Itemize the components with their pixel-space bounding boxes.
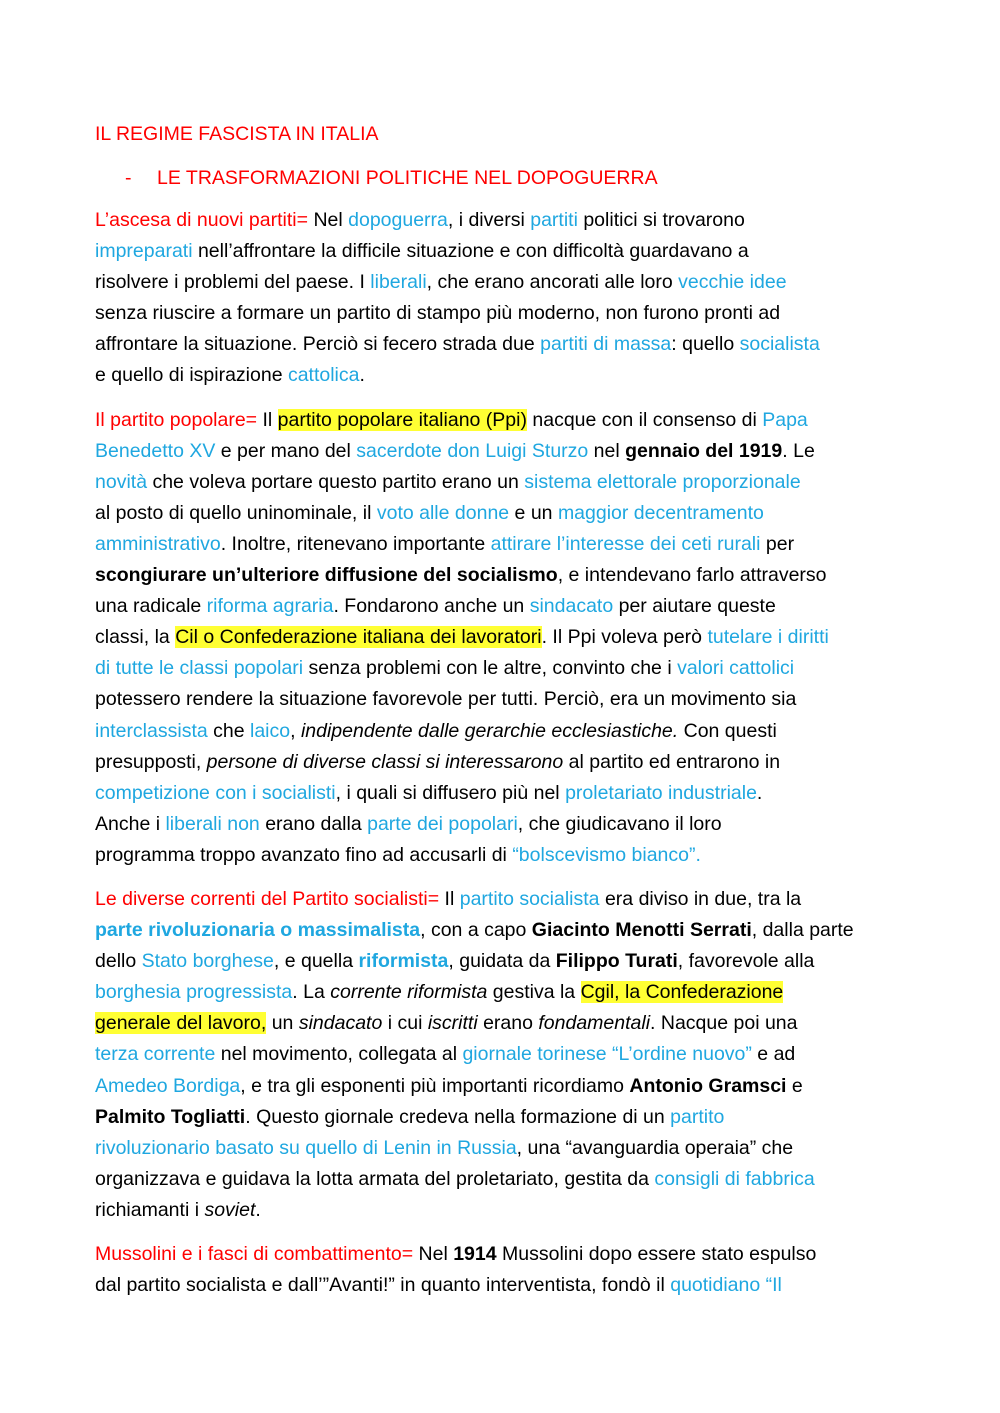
text-span: consigli di fabbrica bbox=[654, 1167, 815, 1190]
text-span: risolvere i problemi del paese. I bbox=[95, 271, 371, 294]
text-span: attirare l’interesse dei ceti rurali bbox=[490, 532, 761, 555]
text-span: . Le bbox=[782, 439, 815, 462]
text-span: voto alle donne bbox=[376, 501, 510, 524]
text-span: . Nacque poi una bbox=[650, 1012, 798, 1035]
text-span: . Questo giornale credeva nella formazione di un bbox=[245, 1105, 671, 1128]
text-span: al partito ed entrarono in bbox=[563, 750, 781, 773]
text-span: nacque con il consenso di bbox=[526, 408, 763, 431]
text-span: . Fondarono anche un bbox=[333, 595, 530, 618]
text-span: affrontare la situazione. Perciò si fecero strada due bbox=[95, 333, 541, 356]
text-line bbox=[95, 747, 940, 778]
text-span: Il bbox=[262, 408, 278, 431]
text-line bbox=[95, 298, 940, 329]
text-line bbox=[95, 529, 940, 560]
text-span: sindacato bbox=[298, 1012, 383, 1035]
text-span: . bbox=[255, 1198, 261, 1221]
text-line bbox=[95, 329, 940, 360]
text-span: partiti bbox=[530, 209, 578, 231]
text-line bbox=[95, 716, 940, 747]
paragraph-heading: Il partito popolare= bbox=[95, 408, 263, 431]
text-span: . bbox=[756, 781, 763, 804]
text-line bbox=[95, 591, 940, 622]
text-span: i cui bbox=[382, 1012, 428, 1035]
text-span: soviet bbox=[204, 1198, 256, 1221]
text-span: senza problemi con le altre, convinto che i bbox=[303, 657, 678, 680]
text-line bbox=[95, 946, 940, 977]
text-span: competizione con i socialisti bbox=[95, 781, 336, 804]
text-span: laico bbox=[250, 719, 291, 742]
text-span: al posto di quello uninominale, il bbox=[95, 501, 377, 524]
text-line bbox=[95, 205, 940, 236]
text-span: sacerdote don Luigi Sturzo bbox=[356, 439, 589, 462]
text-line bbox=[95, 684, 940, 715]
text-span: maggior decentramento bbox=[557, 501, 764, 524]
text-span: per bbox=[760, 532, 795, 555]
text-span: politici si trovarono bbox=[577, 209, 745, 231]
text-span: gennaio del 1919 bbox=[625, 439, 783, 462]
text-span: , guidata da bbox=[448, 950, 556, 973]
paragraph bbox=[95, 884, 940, 1226]
highlighted-text: partito popolare italiano (Ppi) bbox=[277, 408, 527, 431]
text-span: sistema elettorale proporzionale bbox=[524, 470, 801, 493]
text-span: Stato borghese bbox=[141, 950, 274, 973]
text-line bbox=[95, 977, 940, 1008]
text-span: Con questi bbox=[678, 719, 777, 742]
text-span: , con a capo bbox=[420, 919, 532, 942]
text-span: Nel bbox=[313, 209, 349, 231]
text-span: , una “avanguardia operaia” che bbox=[516, 1136, 794, 1159]
text-span: Il bbox=[444, 887, 460, 910]
text-span: , e quella bbox=[273, 950, 359, 973]
paragraph bbox=[95, 405, 940, 871]
text-span: dopoguerra bbox=[348, 209, 448, 231]
text-line bbox=[95, 1102, 940, 1133]
text-span: Antonio Gramsci bbox=[629, 1074, 787, 1097]
text-span: iscritti bbox=[427, 1012, 478, 1035]
text-span: partito bbox=[670, 1105, 725, 1128]
text-span: dello bbox=[95, 950, 142, 973]
text-line bbox=[95, 1039, 940, 1070]
highlighted-text: Cil o Confederazione italiana dei lavoratori bbox=[175, 626, 542, 649]
text-line bbox=[95, 436, 940, 467]
text-span: “bolscevismo bianco”. bbox=[512, 843, 701, 866]
text-line bbox=[95, 267, 940, 298]
text-span: borghesia progressista bbox=[95, 981, 293, 1004]
text-span: impreparati bbox=[95, 240, 193, 263]
text-span: , che giudicavano il loro bbox=[517, 812, 722, 835]
highlighted-text: Cgil, la Confederazione bbox=[580, 981, 784, 1004]
text-span: e per mano del bbox=[215, 439, 357, 462]
text-span: , i diversi bbox=[447, 209, 531, 231]
text-span: novità bbox=[95, 470, 148, 493]
text-span: , i quali si diffusero più nel bbox=[335, 781, 566, 804]
text-span: Papa bbox=[762, 408, 808, 431]
text-span: partiti di massa bbox=[540, 333, 672, 356]
text-span: valori cattolici bbox=[677, 657, 795, 680]
text-line bbox=[95, 653, 940, 684]
text-line bbox=[95, 1133, 940, 1164]
text-line bbox=[95, 1071, 940, 1102]
text-span: interclassista bbox=[95, 719, 208, 742]
text-span: vecchie idee bbox=[678, 271, 787, 294]
text-span: parte dei popolari bbox=[367, 812, 518, 835]
text-span: Amedeo Bordiga bbox=[95, 1074, 241, 1097]
text-span: e ad bbox=[751, 1043, 796, 1066]
text-line bbox=[95, 778, 940, 809]
text-span: organizzava e guidava la lotta armata del proletariato, gestita da bbox=[95, 1167, 655, 1190]
section-subtitle-text: LE TRASFORMAZIONI POLITICHE NEL DOPOGUERRA bbox=[157, 167, 658, 189]
text-span: 1914 bbox=[453, 1243, 497, 1265]
text-span: tutelare i diritti bbox=[707, 626, 829, 649]
highlighted-text: generale del lavoro, bbox=[95, 1012, 267, 1035]
text-span: di tutte le classi popolari bbox=[95, 657, 304, 680]
text-line bbox=[95, 467, 940, 498]
text-line bbox=[95, 1195, 940, 1226]
text-line bbox=[95, 915, 940, 946]
text-span: liberali bbox=[370, 271, 427, 294]
text-span: Benedetto XV bbox=[95, 439, 216, 462]
text-line bbox=[95, 498, 940, 529]
text-span: gestiva la bbox=[487, 981, 581, 1004]
text-span: classi, la bbox=[95, 626, 176, 649]
text-span: sindacato bbox=[529, 595, 614, 618]
text-span: presupposti, bbox=[95, 750, 207, 773]
text-line bbox=[95, 809, 940, 840]
text-span: socialista bbox=[739, 333, 820, 356]
text-span: scongiurare un’ulteriore diffusione del socialismo bbox=[95, 564, 558, 587]
text-span: . La bbox=[292, 981, 331, 1004]
text-span: , e intendevano farlo attraverso bbox=[557, 564, 827, 587]
text-line bbox=[95, 1239, 940, 1270]
text-span: , bbox=[290, 719, 301, 742]
text-span: erano bbox=[477, 1012, 539, 1035]
text-span: riformista bbox=[358, 950, 449, 973]
text-line bbox=[95, 840, 940, 871]
list-dash: - bbox=[125, 167, 132, 189]
text-span: , dalla parte bbox=[751, 919, 854, 942]
text-span: persone di diverse classi si interessarono bbox=[206, 750, 564, 773]
paragraph-heading: Mussolini e i fasci di combattimento= bbox=[95, 1243, 419, 1265]
text-span: programma troppo avanzato fino ad accusarli di bbox=[95, 843, 513, 866]
text-span: , e tra gli esponenti più importanti ricordiamo bbox=[240, 1074, 630, 1097]
text-span: Palmito Togliatti bbox=[95, 1105, 246, 1128]
text-span: terza corrente bbox=[95, 1043, 216, 1066]
text-span: senza riuscire a formare un partito di stampo più moderno, non furono pronti ad bbox=[95, 302, 781, 325]
text-span: richiamanti i bbox=[95, 1198, 205, 1221]
text-line bbox=[95, 622, 940, 653]
text-span: nell’affrontare la difficile situazione e con difficoltà guardavano a bbox=[192, 240, 749, 263]
text-span: una radicale bbox=[95, 595, 207, 618]
text-span: : quello bbox=[671, 333, 740, 356]
text-span: Giacinto Menotti Serrati bbox=[531, 919, 752, 942]
text-line bbox=[95, 405, 940, 436]
text-span: e un bbox=[509, 501, 558, 524]
section-subtitle bbox=[95, 165, 940, 191]
document-title: IL REGIME FASCISTA IN ITALIA bbox=[95, 123, 379, 145]
text-span: partito socialista bbox=[459, 887, 600, 910]
text-span: un bbox=[266, 1012, 299, 1035]
text-line bbox=[95, 360, 940, 391]
text-span: nel bbox=[588, 439, 626, 462]
text-span: Nel bbox=[418, 1243, 454, 1265]
text-span: che voleva portare questo partito erano un bbox=[147, 470, 525, 493]
text-span: Anche i bbox=[95, 812, 166, 835]
text-span: , favorevole alla bbox=[677, 950, 815, 973]
text-span: dal partito socialista e dall’”Avanti!” in quanto interventista, fondò il bbox=[95, 1274, 671, 1297]
text-line bbox=[95, 236, 940, 267]
text-line bbox=[95, 1008, 940, 1039]
text-span: parte rivoluzionaria o massimalista bbox=[95, 919, 421, 942]
text-span: . bbox=[359, 364, 365, 387]
text-span: e bbox=[786, 1074, 803, 1097]
text-span: che bbox=[207, 719, 250, 742]
text-line bbox=[95, 560, 940, 591]
text-span: cattolica bbox=[287, 364, 360, 387]
text-span: nel movimento, collegata al bbox=[215, 1043, 463, 1066]
paragraph-heading: L’ascesa di nuovi partiti= bbox=[95, 209, 314, 231]
paragraph bbox=[95, 1239, 940, 1301]
text-span: corrente riformista bbox=[330, 981, 488, 1004]
text-span: rivoluzionario basato su quello di Lenin in Russia bbox=[95, 1136, 517, 1159]
text-span: proletariato industriale bbox=[565, 781, 757, 804]
paragraph bbox=[95, 205, 940, 392]
text-span: giornale torinese “L’ordine nuovo” bbox=[462, 1043, 752, 1066]
text-span: Filippo Turati bbox=[555, 950, 678, 973]
text-span: erano dalla bbox=[259, 812, 368, 835]
text-span: Mussolini dopo essere stato espulso bbox=[496, 1243, 817, 1265]
text-span: per aiutare queste bbox=[613, 595, 776, 618]
text-span: amministrativo bbox=[95, 532, 221, 555]
text-line bbox=[95, 1270, 940, 1301]
text-span: era diviso in due, tra la bbox=[599, 887, 802, 910]
text-span: e quello di ispirazione bbox=[95, 364, 288, 387]
text-span: potessero rendere la situazione favorevole per tutti. Perciò, era un movimento sia bbox=[95, 688, 797, 711]
body-text bbox=[95, 205, 940, 1301]
text-line bbox=[95, 1164, 940, 1195]
text-span: fondamentali bbox=[538, 1012, 651, 1035]
text-span: indipendente dalle gerarchie ecclesiastiche. bbox=[300, 719, 679, 742]
text-span: . Il Ppi voleva però bbox=[541, 626, 708, 649]
text-span: . Inoltre, ritenevano importante bbox=[220, 532, 491, 555]
text-span: riforma agraria bbox=[206, 595, 334, 618]
paragraph-heading: Le diverse correnti del Partito socialisti= bbox=[95, 887, 445, 910]
text-span: quotidiano “Il bbox=[670, 1274, 782, 1297]
text-span: , che erano ancorati alle loro bbox=[426, 271, 679, 294]
text-line bbox=[95, 884, 940, 915]
text-span: liberali non bbox=[165, 812, 260, 835]
